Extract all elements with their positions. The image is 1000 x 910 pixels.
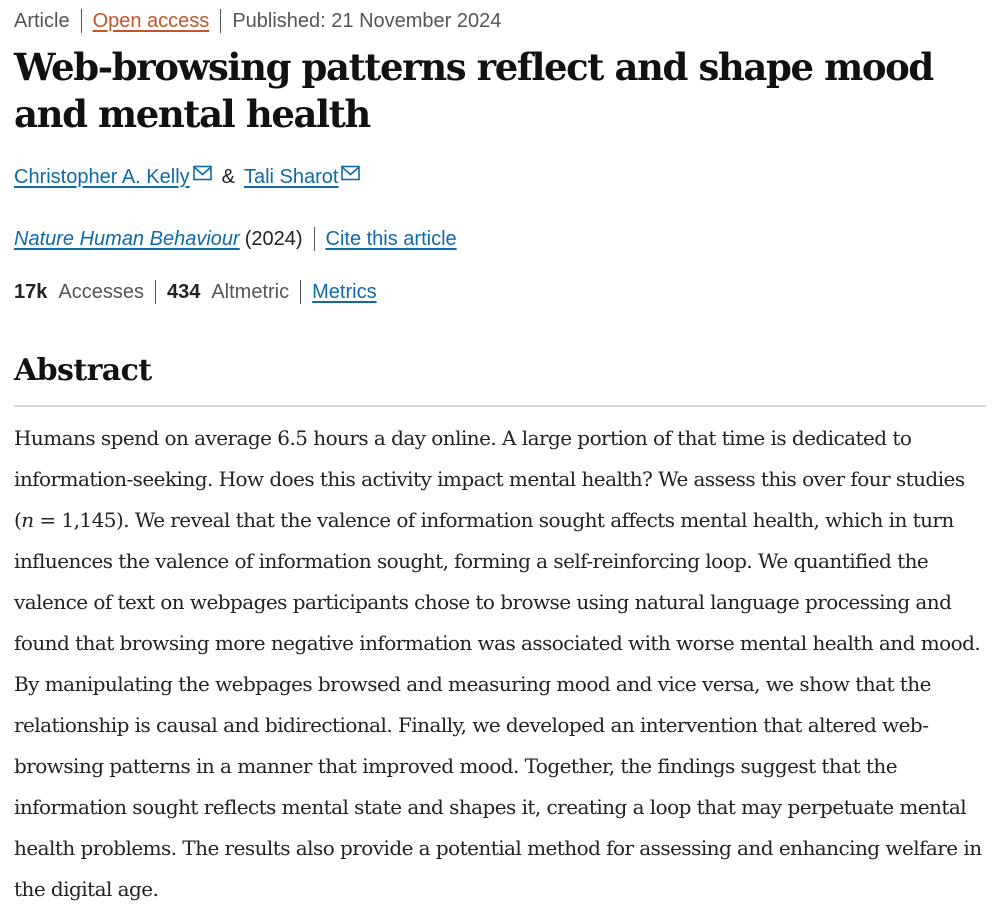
mail-icon[interactable]: [193, 164, 212, 180]
mail-icon[interactable]: [341, 164, 360, 180]
abstract-text: [14, 418, 989, 910]
meta-divider: [81, 9, 82, 33]
published-date: Published: 21 November 2024: [232, 9, 502, 32]
author-separator: &: [221, 166, 235, 188]
open-access-link[interactable]: Open access: [92, 9, 210, 32]
author-link-kelly[interactable]: Christopher A. Kelly: [14, 166, 190, 188]
article-type: Article: [14, 9, 70, 32]
altmetric-label: Altmetric: [211, 280, 290, 303]
article-title: Web-browsing patterns reflect and shape mood and mental health: [14, 45, 933, 136]
altmetric-count: 434: [166, 280, 201, 303]
abstract-paragraph: [14, 418, 989, 910]
metrics-link[interactable]: Metrics: [312, 280, 377, 303]
author-list: [14, 166, 360, 189]
article-metrics: [14, 280, 377, 304]
metrics-divider: [155, 280, 156, 304]
accesses-label: Accesses: [58, 280, 144, 303]
sample-size-symbol: n: [21, 508, 34, 532]
section-divider: [14, 405, 986, 407]
accesses-count: 17k: [14, 280, 48, 303]
abstract-heading: Abstract: [14, 353, 152, 388]
metrics-divider: [300, 280, 301, 304]
journal-info: [14, 227, 457, 251]
meta-divider: [220, 9, 221, 33]
article-meta: [14, 9, 501, 33]
sample-size-value: = 1,145: [33, 508, 116, 532]
journal-link[interactable]: Nature Human Behaviour: [14, 227, 240, 250]
author-link-sharot[interactable]: Tali Sharot: [243, 166, 339, 188]
abstract-text-part-1: Humans spend on average 6.5 hours a day online. A large portion of that time is dedicated to information-seeking. How does this activity impact mental health? We assess this over four studies (: [14, 426, 965, 532]
abstract-text-part-2: ). We reveal that the valence of information sought affects mental health, which in turn influences the valence of information sought, forming a self-reinforcing loop. We quantified the valence of text on webpages participants chose to browse using natural language processing and found that browsing more negative information was associated with worse mental health and mood. By manipulating the webpages browsed and measuring mood and vice versa, we show that the relationship is causal and bidirectional. Finally, we developed an intervention that altered web-browsing patterns in a manner that improved mood. Together, the findings suggest that the information sought reflects mental state and shapes it, creating a loop that may perpetuate mental health problems. The results also provide a potential method for assessing and enhancing welfare in the digital age.: [14, 508, 982, 901]
cite-article-link[interactable]: Cite this article: [325, 227, 457, 250]
journal-divider: [314, 227, 315, 251]
journal-year: (2024): [244, 227, 303, 250]
